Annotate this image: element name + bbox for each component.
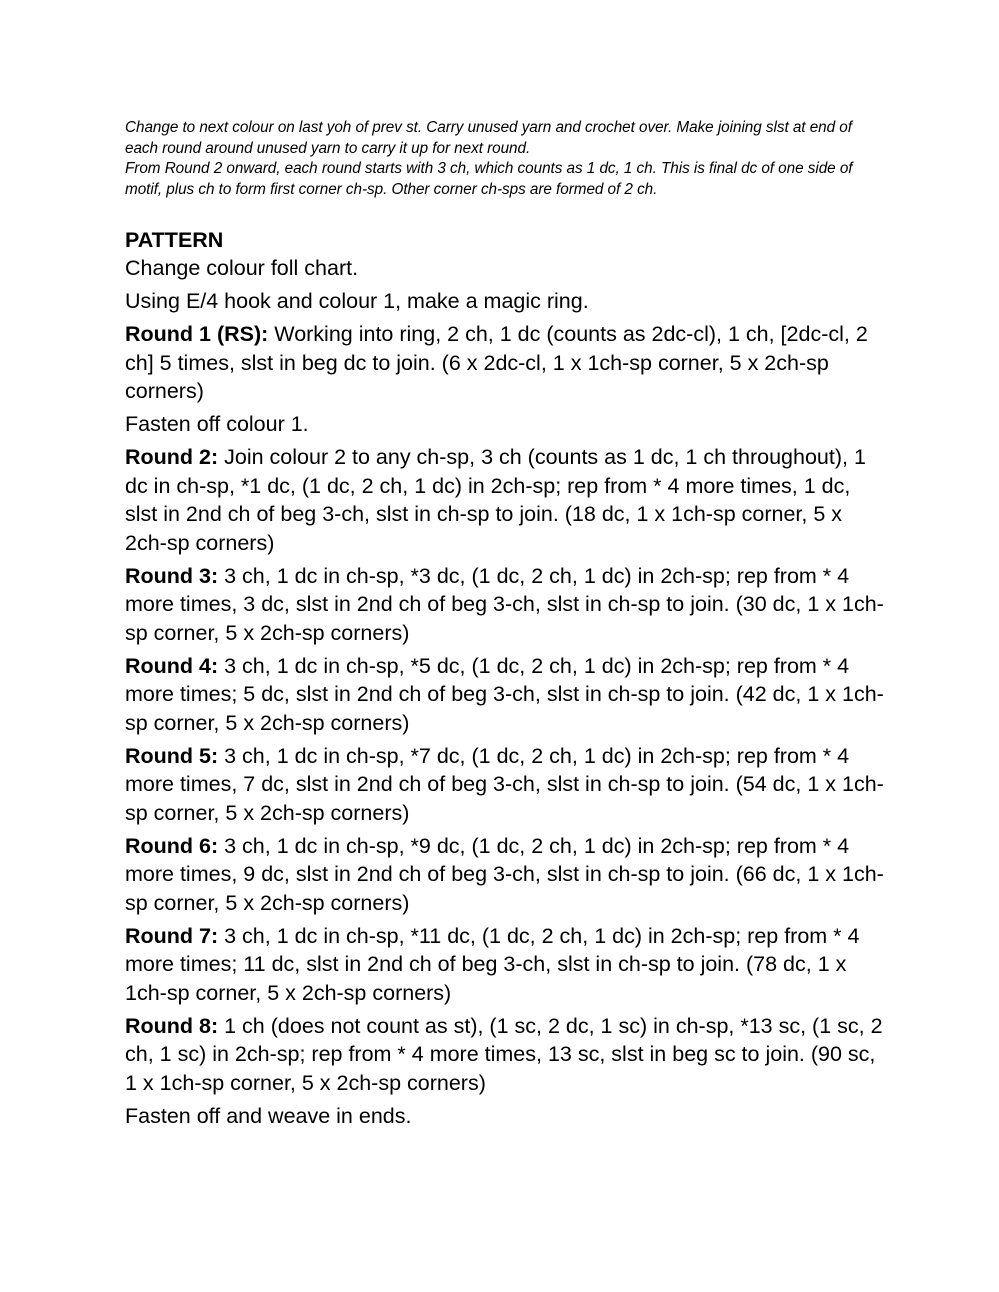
round-instruction bbox=[125, 832, 885, 918]
round-label: Round 8: bbox=[125, 1013, 219, 1038]
round-text: 3 ch, 1 dc in ch-sp, *7 dc, (1 dc, 2 ch, 1 dc) in 2ch-sp; rep from * 4 more times, 7 dc, slst in 2nd ch of beg 3-ch, slst in ch-sp to join. (54 dc, 1 x 1ch-sp corner, 5 x 2ch-sp corners) bbox=[125, 743, 884, 825]
intro-line: Change colour foll chart. bbox=[125, 256, 359, 280]
round-instruction bbox=[125, 742, 885, 828]
round-text: Working into ring, 2 ch, 1 dc (counts as 2dc-cl), 1 ch, [2dc-cl, 2 ch] 5 times, slst in beg dc to join. (6 x 2dc-cl, 1 x 1ch-sp corner, 5 x 2ch-sp corners) bbox=[125, 322, 868, 403]
section-heading: PATTERN bbox=[125, 228, 224, 252]
round-label: Round 6: bbox=[125, 833, 219, 858]
round-instruction bbox=[125, 1012, 885, 1098]
document-page bbox=[125, 118, 885, 1135]
round-label: Round 2: bbox=[125, 445, 219, 469]
closing-line: Fasten off and weave in ends. bbox=[125, 1103, 412, 1128]
round-text: 3 ch, 1 dc in ch-sp, *5 dc, (1 dc, 2 ch, 1 dc) in 2ch-sp; rep from * 4 more times; 5 dc, slst in 2nd ch of beg 3-ch, slst in ch-sp to join. (42 dc, 1 x 1ch-sp corner, 5 x 2ch-sp corners) bbox=[125, 653, 884, 735]
intro-line: Using E/4 hook and colour 1, make a magic ring. bbox=[125, 289, 589, 313]
round-label: Round 7: bbox=[125, 923, 219, 948]
round-instruction bbox=[125, 652, 885, 738]
round-text: 3 ch, 1 dc in ch-sp, *11 dc, (1 dc, 2 ch, 1 dc) in 2ch-sp; rep from * 4 more times; 11 dc, slst in 2nd ch of beg 3-ch, slst in ch-sp to join. (78 dc, 1 x 1ch-sp corner, 5 x 2ch-sp corners) bbox=[125, 923, 860, 1005]
fasten-colour-line: Fasten off colour 1. bbox=[125, 412, 309, 436]
round-label: Round 1 (RS): bbox=[125, 322, 269, 346]
round-text: 3 ch, 1 dc in ch-sp, *3 dc, (1 dc, 2 ch, 1 dc) in 2ch-sp; rep from * 4 more times, 3 dc, slst in 2nd ch of beg 3-ch, slst in ch-sp to join. (30 dc, 1 x 1ch-sp corner, 5 x 2ch-sp corners) bbox=[125, 563, 884, 645]
round-instruction bbox=[125, 562, 885, 648]
round-label: Round 4: bbox=[125, 653, 219, 678]
round-text: 1 ch (does not count as st), (1 sc, 2 dc, 1 sc) in ch-sp, *13 sc, (1 sc, 2 ch, 1 sc) in 2ch-sp; rep from * 4 more times, 13 sc, slst in beg sc to join. (90 sc, 1 x 1ch-sp corner, 5 x 2ch-sp corners) bbox=[125, 1013, 883, 1095]
round-instruction bbox=[125, 320, 885, 406]
notes-block bbox=[125, 118, 885, 200]
round-instruction bbox=[125, 922, 885, 1008]
round-text: Join colour 2 to any ch-sp, 3 ch (counts as 1 dc, 1 ch throughout), 1 dc in ch-sp, *1 dc, (1 dc, 2 ch, 1 dc) in 2ch-sp; rep from * 4 more times, 1 dc, slst in 2nd ch of beg 3-ch, slst in ch-sp to join. (18 dc, 1 x 1ch-sp corner, 5 x 2ch-sp corners) bbox=[125, 445, 866, 555]
round-label: Round 5: bbox=[125, 743, 219, 768]
round-label: Round 3: bbox=[125, 563, 219, 588]
round-text: 3 ch, 1 dc in ch-sp, *9 dc, (1 dc, 2 ch, 1 dc) in 2ch-sp; rep from * 4 more times, 9 dc, slst in 2nd ch of beg 3-ch, slst in ch-sp to join. (66 dc, 1 x 1ch-sp corner, 5 x 2ch-sp corners) bbox=[125, 833, 884, 915]
round-instruction bbox=[125, 443, 885, 557]
note-round-start: From Round 2 onward, each round starts with 3 ch, which counts as 1 dc, 1 ch. This is final dc of one side of motif, plus ch to form first corner ch-sp. Other corner ch-sps are formed of 2 ch. bbox=[125, 160, 853, 198]
note-colour-change: Change to next colour on last yoh of prev st. Carry unused yarn and crochet over. Make joining slst at end of each round around unused yarn to carry it up for next round. bbox=[125, 119, 852, 157]
pattern-body bbox=[125, 254, 885, 1130]
